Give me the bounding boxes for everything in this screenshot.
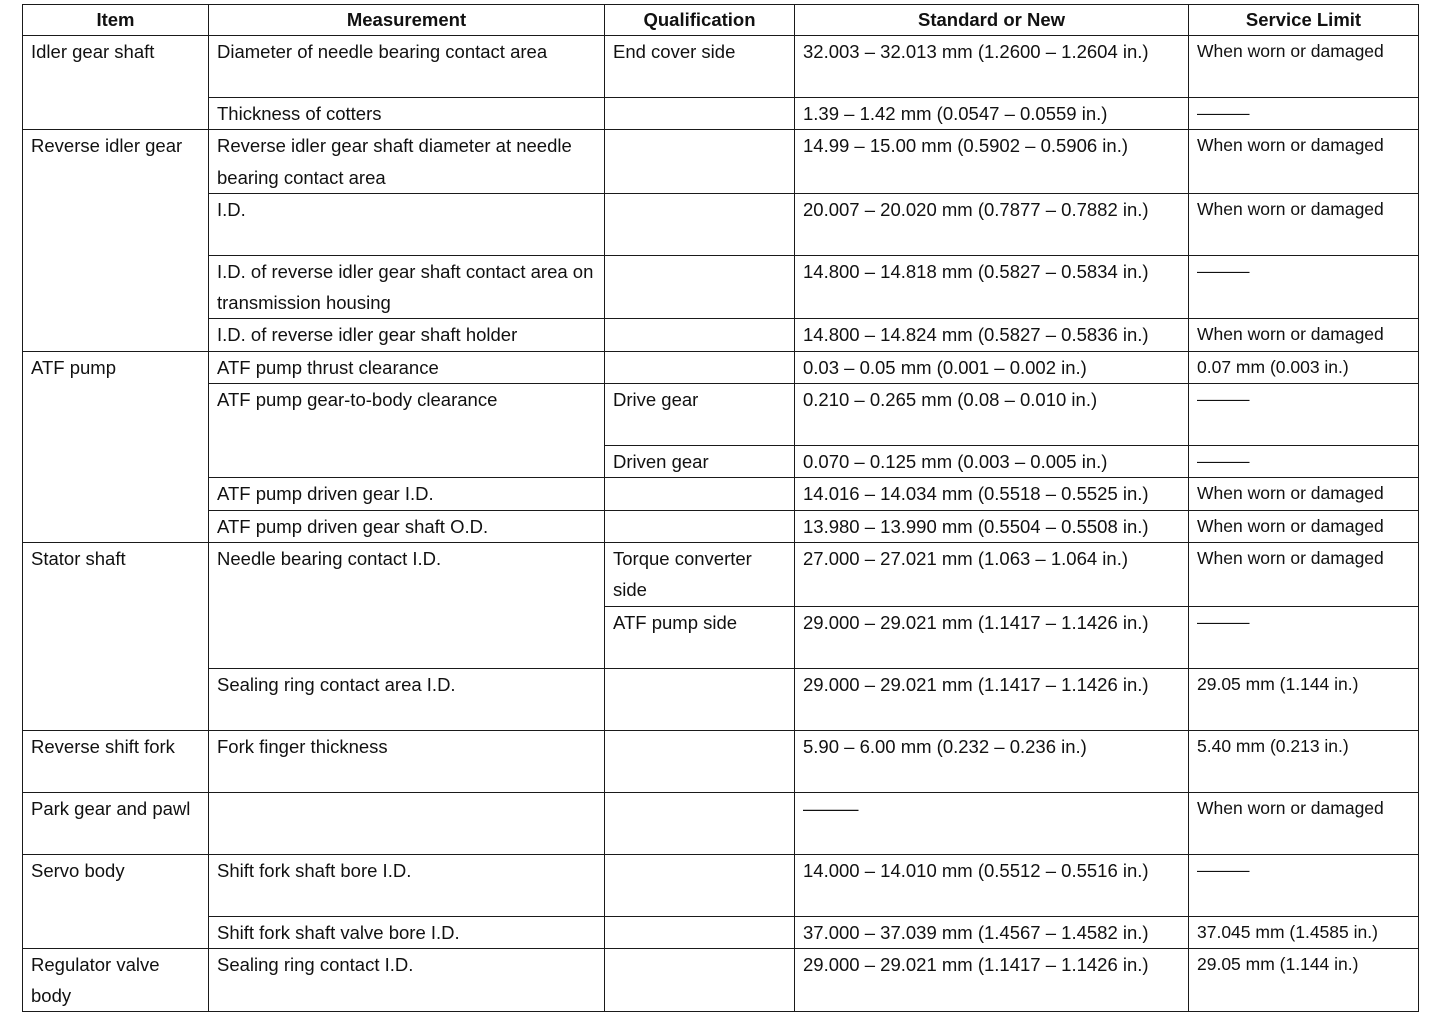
measurement-cell: ATF pump gear-to-body clearance (209, 384, 605, 478)
header-row (23, 5, 1419, 36)
service-limit-cell: When worn or damaged (1189, 510, 1419, 542)
measurement-cell: Shift fork shaft bore I.D. (209, 854, 605, 916)
table-row (23, 668, 1419, 730)
qualification-cell: Driven gear (605, 446, 795, 478)
table-row (23, 130, 1419, 194)
measurement-cell (209, 792, 605, 854)
service-limit-cell: 37.045 mm (1.4585 in.) (1189, 916, 1419, 948)
table-row (23, 193, 1419, 255)
measurement-cell: Shift fork shaft valve bore I.D. (209, 916, 605, 948)
standard-cell: 29.000 – 29.021 mm (1.1417 – 1.1426 in.) (795, 668, 1189, 730)
standard-cell: 14.800 – 14.824 mm (0.5827 – 0.5836 in.) (795, 319, 1189, 351)
qualification-cell (605, 98, 795, 130)
item-cell: Regulator valve body (23, 948, 209, 1012)
qualification-cell: Torque converter side (605, 542, 795, 606)
qualification-cell (605, 319, 795, 351)
table-row (23, 255, 1419, 319)
standard-cell: 0.210 – 0.265 mm (0.08 – 0.010 in.) (795, 384, 1189, 446)
qualification-cell (605, 351, 795, 383)
item-cell: Park gear and pawl (23, 792, 209, 854)
header-standard: Standard or New (795, 5, 1189, 36)
standard-cell: 32.003 – 32.013 mm (1.2600 – 1.2604 in.) (795, 36, 1189, 98)
qualification-cell (605, 948, 795, 1012)
measurement-cell: ATF pump driven gear shaft O.D. (209, 510, 605, 542)
standard-cell: ——— (795, 792, 1189, 854)
standard-cell: 20.007 – 20.020 mm (0.7877 – 0.7882 in.) (795, 193, 1189, 255)
item-cell: Reverse shift fork (23, 730, 209, 792)
measurement-cell: Thickness of cotters (209, 98, 605, 130)
standard-cell: 14.000 – 14.010 mm (0.5512 – 0.5516 in.) (795, 854, 1189, 916)
standard-cell: 29.000 – 29.021 mm (1.1417 – 1.1426 in.) (795, 948, 1189, 1012)
service-limit-cell: When worn or damaged (1189, 130, 1419, 194)
item-cell: ATF pump (23, 351, 209, 542)
qualification-cell (605, 255, 795, 319)
qualification-cell (605, 130, 795, 194)
measurement-cell: Fork finger thickness (209, 730, 605, 792)
service-limit-cell: ——— (1189, 606, 1419, 668)
service-limit-cell: ——— (1189, 854, 1419, 916)
service-limit-cell: 29.05 mm (1.144 in.) (1189, 948, 1419, 1012)
measurement-cell: Reverse idler gear shaft diameter at needle bearing contact area (209, 130, 605, 194)
measurement-cell: I.D. of reverse idler gear shaft contact area on transmission housing (209, 255, 605, 319)
table-row (23, 98, 1419, 130)
measurement-cell: ATF pump thrust clearance (209, 351, 605, 383)
standard-cell: 0.070 – 0.125 mm (0.003 – 0.005 in.) (795, 446, 1189, 478)
measurement-cell: Diameter of needle bearing contact area (209, 36, 605, 98)
qualification-cell (605, 668, 795, 730)
standard-cell: 14.800 – 14.818 mm (0.5827 – 0.5834 in.) (795, 255, 1189, 319)
table-row (23, 542, 1419, 606)
service-limit-cell: When worn or damaged (1189, 792, 1419, 854)
standard-cell: 29.000 – 29.021 mm (1.1417 – 1.1426 in.) (795, 606, 1189, 668)
measurement-cell: I.D. (209, 193, 605, 255)
header-qualification: Qualification (605, 5, 795, 36)
service-limit-cell: ——— (1189, 98, 1419, 130)
service-limit-cell: 5.40 mm (0.213 in.) (1189, 730, 1419, 792)
qualification-cell: ATF pump side (605, 606, 795, 668)
qualification-cell (605, 730, 795, 792)
qualification-cell (605, 854, 795, 916)
table-row (23, 948, 1419, 1012)
table-row (23, 351, 1419, 383)
qualification-cell: Drive gear (605, 384, 795, 446)
service-limit-cell: ——— (1189, 384, 1419, 446)
measurement-cell: Needle bearing contact I.D. (209, 542, 605, 668)
item-cell: Reverse idler gear (23, 130, 209, 351)
service-limit-cell: ——— (1189, 255, 1419, 319)
service-limit-cell: ——— (1189, 446, 1419, 478)
standard-cell: 14.016 – 14.034 mm (0.5518 – 0.5525 in.) (795, 478, 1189, 510)
standard-cell: 37.000 – 37.039 mm (1.4567 – 1.4582 in.) (795, 916, 1189, 948)
measurement-cell: ATF pump driven gear I.D. (209, 478, 605, 510)
qualification-cell (605, 916, 795, 948)
qualification-cell (605, 193, 795, 255)
standard-cell: 0.03 – 0.05 mm (0.001 – 0.002 in.) (795, 351, 1189, 383)
item-cell: Servo body (23, 854, 209, 948)
header-item: Item (23, 5, 209, 36)
measurement-cell: I.D. of reverse idler gear shaft holder (209, 319, 605, 351)
qualification-cell (605, 478, 795, 510)
service-limit-cell: When worn or damaged (1189, 36, 1419, 98)
table-row (23, 854, 1419, 916)
standard-cell: 27.000 – 27.021 mm (1.063 – 1.064 in.) (795, 542, 1189, 606)
specification-table (22, 4, 1419, 1012)
header-service-limit: Service Limit (1189, 5, 1419, 36)
table-row (23, 319, 1419, 351)
item-cell: Stator shaft (23, 542, 209, 730)
table-row (23, 916, 1419, 948)
service-limit-cell: When worn or damaged (1189, 193, 1419, 255)
table-row (23, 510, 1419, 542)
standard-cell: 1.39 – 1.42 mm (0.0547 – 0.0559 in.) (795, 98, 1189, 130)
item-cell: Idler gear shaft (23, 36, 209, 130)
header-measurement: Measurement (209, 5, 605, 36)
standard-cell: 5.90 – 6.00 mm (0.232 – 0.236 in.) (795, 730, 1189, 792)
table-row (23, 792, 1419, 854)
service-limit-cell: When worn or damaged (1189, 542, 1419, 606)
measurement-cell: Sealing ring contact I.D. (209, 948, 605, 1012)
service-limit-cell: 29.05 mm (1.144 in.) (1189, 668, 1419, 730)
qualification-cell: End cover side (605, 36, 795, 98)
table-row (23, 36, 1419, 98)
service-limit-cell: When worn or damaged (1189, 319, 1419, 351)
table-row (23, 730, 1419, 792)
service-limit-cell: When worn or damaged (1189, 478, 1419, 510)
qualification-cell (605, 510, 795, 542)
standard-cell: 13.980 – 13.990 mm (0.5504 – 0.5508 in.) (795, 510, 1189, 542)
standard-cell: 14.99 – 15.00 mm (0.5902 – 0.5906 in.) (795, 130, 1189, 194)
table-row (23, 384, 1419, 446)
qualification-cell (605, 792, 795, 854)
measurement-cell: Sealing ring contact area I.D. (209, 668, 605, 730)
service-limit-cell: 0.07 mm (0.003 in.) (1189, 351, 1419, 383)
table-row (23, 478, 1419, 510)
